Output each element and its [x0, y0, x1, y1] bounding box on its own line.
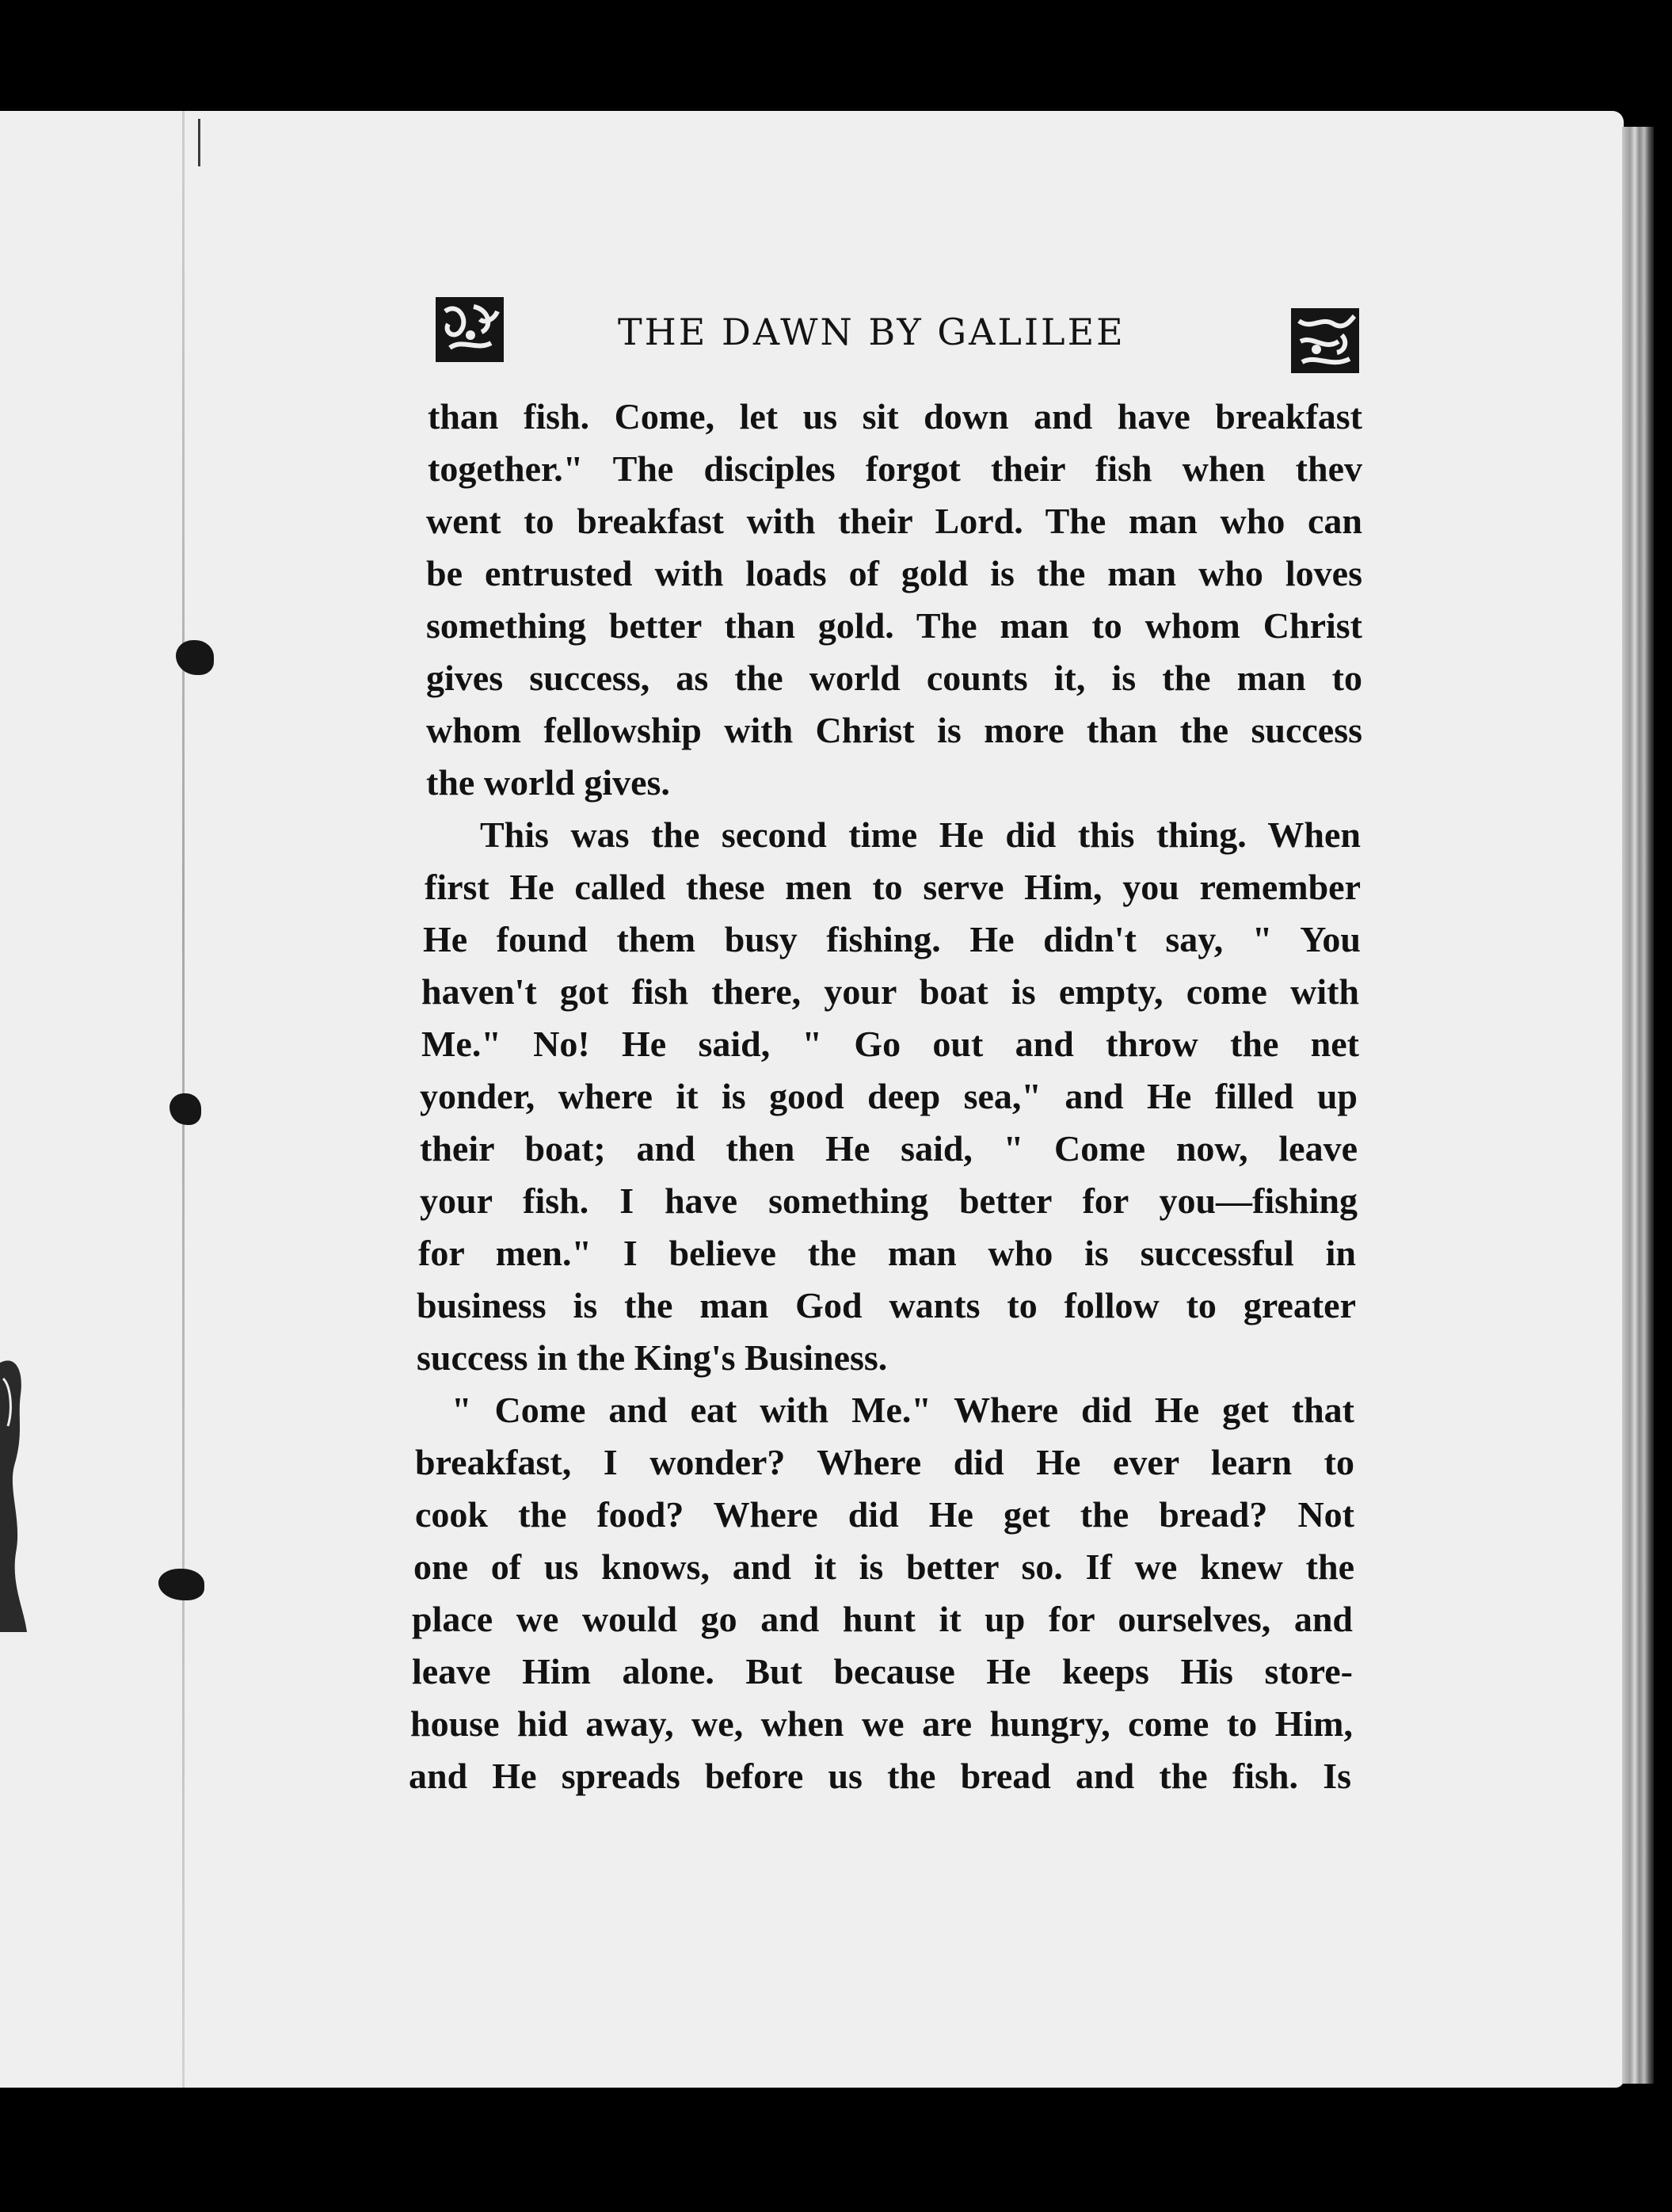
ornament-left-icon [434, 296, 505, 364]
body-line: breakfast, I wonder? Where did He ever learn to [415, 1442, 1354, 1482]
body-line: went to breakfast with their Lord. The man who can [426, 501, 1362, 541]
body-line: one of us knows, and it is better so. If we knew the [413, 1546, 1354, 1587]
body-line: place we would go and hunt it up for ourselves, and [412, 1599, 1353, 1639]
body-line: and He spreads before us the bread and the fish. Is [409, 1756, 1351, 1796]
body-line: gives success, as the world counts it, is the man to [426, 658, 1362, 698]
body-line: first He called these men to serve Him, you remember [425, 867, 1361, 907]
body-line: be entrusted with loads of gold is the man who loves [426, 553, 1362, 593]
body-line: success in the King's Business. [417, 1337, 888, 1378]
body-line: your fish. I have something better for you—fishing [420, 1180, 1358, 1221]
body-line: house hid away, we, when we are hungry, come to Him, [410, 1703, 1353, 1744]
body-line: He found them busy fishing. He didn't say, " You [423, 919, 1361, 959]
body-line: " Come and eat with Me." Where did He get that [451, 1390, 1354, 1430]
body-line: cook the food? Where did He get the bread? Not [415, 1494, 1354, 1535]
body-line: leave Him alone. But because He keeps His store- [412, 1651, 1353, 1691]
body-line: yonder, where it is good deep sea," and He filled up [420, 1076, 1358, 1116]
body-line: their boat; and then He said, " Come now, leave [420, 1128, 1358, 1169]
body-line: the world gives. [426, 762, 670, 803]
running-title: THE DAWN BY GALILEE [618, 311, 1125, 353]
body-line: something better than gold. The man to whom Christ [426, 605, 1362, 646]
body-line: together." The disciples forgot their fish when thev [428, 448, 1362, 489]
body-line: This was the second time He did this thing. When [480, 814, 1361, 855]
body-line: than fish. Come, let us sit down and have breakfast [428, 396, 1362, 437]
body-line: business is the man God wants to follow to greater [417, 1285, 1356, 1325]
body-line: haven't got fish there, your boat is empty, come with [421, 971, 1359, 1012]
body-line: for men." I believe the man who is successful in [418, 1233, 1356, 1273]
body-line: Me." No! He said, " Go out and throw the net [421, 1024, 1359, 1064]
body-line: whom fellowship with Christ is more than the success [426, 710, 1362, 750]
ornament-right-icon [1289, 307, 1361, 375]
